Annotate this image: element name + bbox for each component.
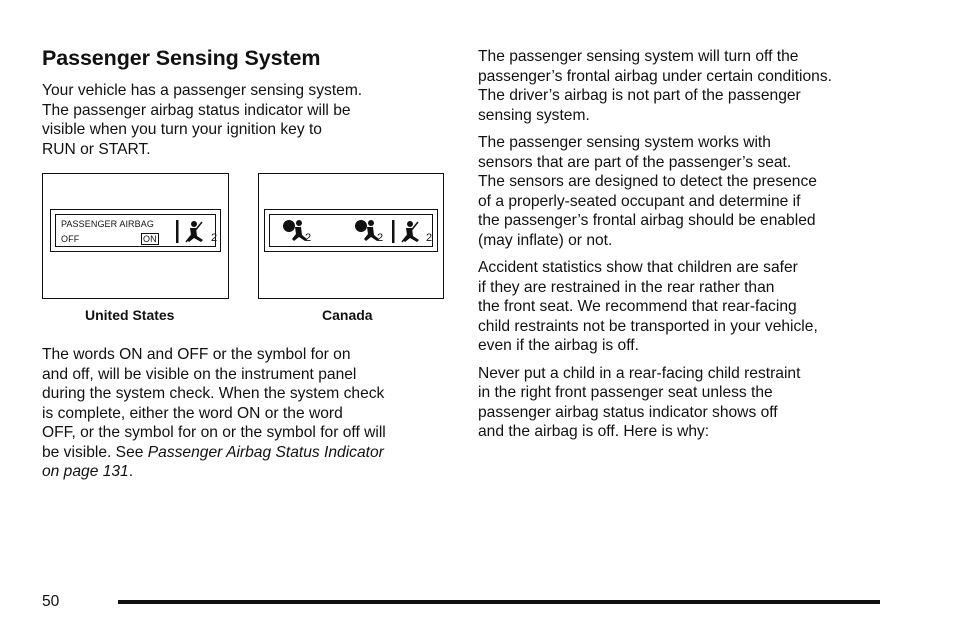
- airbag-off-symbol-icon: [175, 218, 218, 246]
- symbol-suffix: 2: [305, 232, 312, 244]
- text-line: passenger’s frontal airbag under certain conditions.: [478, 67, 832, 85]
- panel-passenger-airbag-text: PASSENGER AIRBAG: [61, 219, 154, 229]
- body-line: during the system check. When the system check: [42, 385, 385, 402]
- section-title: Passenger Sensing System: [42, 46, 321, 70]
- body-line: The words ON and OFF or the symbol for on: [42, 346, 351, 363]
- text-line: The passenger sensing system will turn off the: [478, 48, 799, 65]
- text-line: child restraints not be transported in your vehicle,: [478, 317, 818, 335]
- panel-on-text: ON: [143, 234, 157, 244]
- panel-off-text: OFF: [61, 234, 80, 244]
- body-line: [42, 462, 452, 482]
- text-line: the front seat. We recommend that rear-facing: [478, 298, 797, 315]
- canada-indicator-figure: [258, 173, 444, 299]
- text-line: in the right front passenger seat unless the: [478, 384, 773, 401]
- body-line: OFF, or the symbol for on or the symbol for off will: [42, 424, 386, 441]
- text-line: The passenger sensing system works with: [478, 134, 771, 151]
- text-line: The driver’s airbag is not part of the passenger: [478, 87, 801, 104]
- us-indicator-figure: [42, 173, 229, 299]
- intro-line: Your vehicle has a passenger sensing system.: [42, 82, 363, 99]
- see-suffix: .: [128, 463, 134, 480]
- canada-caption: Canada: [322, 307, 373, 323]
- text-line: even if the airbag is off.: [478, 337, 639, 354]
- symbol-suffix: 2: [377, 232, 384, 244]
- intro-line: RUN or START.: [42, 140, 151, 158]
- intro-paragraph: [42, 81, 452, 159]
- text-line: the passenger’s frontal airbag should be enabled: [478, 212, 816, 229]
- text-line: The sensors are designed to detect the presence: [478, 173, 817, 190]
- paragraph-3: [478, 258, 898, 356]
- page-number: 50: [42, 593, 60, 610]
- canada-indicator-panel: [264, 209, 438, 252]
- text-line: and the airbag is off. Here is why:: [478, 423, 710, 440]
- airbag-off-symbol-icon: [391, 218, 431, 246]
- intro-line: visible when you turn your ignition key to: [42, 121, 322, 138]
- paragraph-2: [478, 133, 898, 250]
- text-line: Never put a child in a rear-facing child restraint: [478, 364, 801, 382]
- text-line: passenger airbag status indicator shows off: [478, 403, 778, 421]
- symbol-suffix: 2: [211, 232, 218, 244]
- cross-reference-link[interactable]: Passenger Airbag Status Indicator: [147, 443, 384, 461]
- intro-line: The passenger airbag status indicator will be: [42, 101, 351, 119]
- us-indicator-panel: [50, 209, 221, 252]
- body-line: [42, 443, 452, 463]
- cross-reference-page[interactable]: on page 131: [42, 463, 129, 480]
- text-line: (may inflate) or not.: [478, 231, 613, 249]
- left-column: [42, 44, 452, 482]
- symbol-suffix: 2: [426, 232, 433, 244]
- text-line: Accident statistics show that children are safer: [478, 259, 798, 276]
- us-caption: United States: [85, 307, 175, 323]
- body-paragraph: [42, 345, 452, 482]
- text-line: of a properly-seated occupant and determine if: [478, 192, 801, 210]
- body-line: is complete, either the word ON or the word: [42, 404, 343, 422]
- body-line: and off, will be visible on the instrument panel: [42, 365, 357, 383]
- footer-rule: [118, 600, 880, 604]
- text-line: if they are restrained in the rear rather than: [478, 278, 775, 296]
- paragraph-4: [478, 364, 898, 442]
- text-line: sensing system.: [478, 106, 590, 124]
- see-prefix: be visible. See: [42, 443, 148, 461]
- right-column: [478, 47, 898, 450]
- indicator-figures: [42, 173, 452, 331]
- paragraph-1: [478, 47, 898, 125]
- text-line: sensors that are part of the passenger’s seat.: [478, 153, 792, 171]
